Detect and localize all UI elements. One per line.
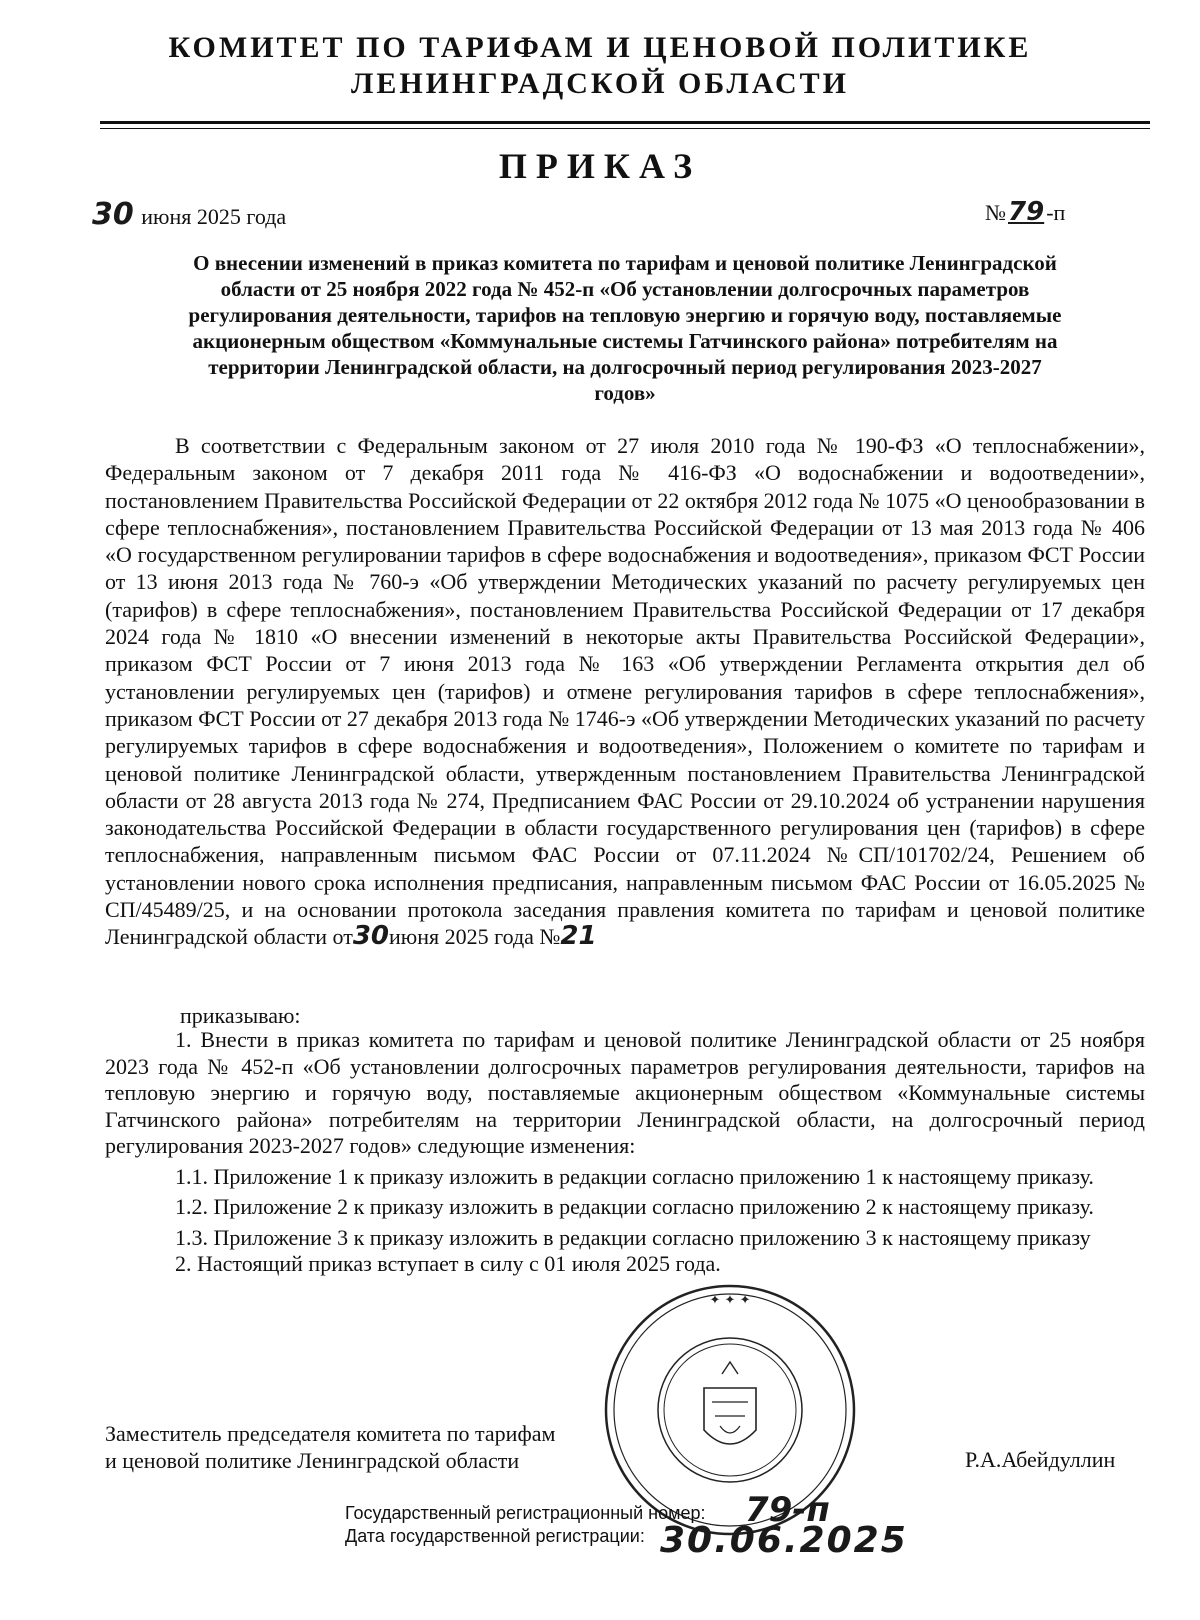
date-rest: июня 2025 года [141, 204, 287, 229]
issuing-authority [0, 30, 1200, 102]
handwritten-registration-date: 30.06.2025 [660, 1520, 908, 1561]
handwritten-day: 30 [92, 197, 134, 232]
header-rule-thin [100, 128, 1150, 129]
registration-number-label: Государственный регистрационный номер: [345, 1503, 706, 1523]
title-line: территории Ленинградской области, на долгосрочный период регулирования 2023-2027 [208, 355, 1042, 379]
order-item: 1. Внести в приказ комитета по тарифам и ценовой политике Ленинградской области от 25 ноября 2023 года № 452-п «Об установлении долгосрочных параметров регулирования деятельности, тарифов на тепловую энергию и горячую воду, поставляемые акционерным обществом «Коммунальные системы Гатчинского района» потребителям на территории Ленинградской области, на долгосрочный период регулирования 2023-2027 годов» следующие изменения: [105, 1027, 1145, 1158]
title-line: регулирования деятельности, тарифов на тепловую энергию и горячую воду, поставляемые [188, 303, 1062, 327]
handwritten-number: 79 [1008, 197, 1045, 227]
handwritten-protocol-number: 21 [560, 921, 597, 952]
registration-date-label: Дата государственной регистрации: [345, 1526, 645, 1546]
order-item: 1.1. Приложение 1 к приказу изложить в редакции согласно приложению 1 к настоящему приказу. [175, 1163, 1094, 1189]
handwritten-protocol-day: 30 [352, 921, 389, 952]
position-line: и ценовой политике Ленинградской области [105, 1448, 520, 1473]
preamble-text: В соответствии с Федеральным законом от 27 июля 2010 года № 190-ФЗ «О теплоснабжении», Федеральным законом от 7 декабря 2011 года № 416-ФЗ «О водоснабжении и водоотведении», постановлением Правительства Российской Федерации от 22 октября 2012 года № 1075 «О ценообразовании в сфере теплоснабжения», постановлением Правительства Российской Федерации от 13 мая 2013 года № 406 «О государственном регулировании тарифов в сфере водоснабжения и водоотведения», приказом ФСТ России от 13 июня 2013 года № 760-э «Об утверждении Методических указаний по расчету регулируемых цен (тарифов) в сфере теплоснабжения», постановлением Правительства Российской Федерации от 17 декабря 2024 года № 1810 «О внесении изменений в некоторые акты Правительства Российской Федерации», приказом ФСТ России от 7 июня 2013 года № 163 «Об утверждении Регламента открытия дел об установлении регулируемых цен (тарифов) и отмене регулирования тарифов в сфере теплоснабжения», приказом ФСТ России от 27 декабря 2013 года № 1746-э «Об утверждении Методических указаний по расчету регулируемых тарифов в сфере водоснабжения и водоотведения», Положением о комитете по тарифам и ценовой политике Ленинградской области, утвержденным постановлением Правительства Ленинградской области от 28 августа 2013 года № 274, Предписанием ФАС России от 29.10.2024 об устранении нарушения законодательства Российской Федерации в области государственного регулирования цен (тарифов) в сфере теплоснабжения, направленным письмом ФАС России от 07.11.2024 №СП/101702/24, Решением об установлении нового срока исполнения предписания, направленным письмом ФАС России от 16.05.2025 № СП/45489/25, и на основании протокола заседания правления комитета по тарифам и ценовой политике Ленинградской области от [105, 433, 1145, 950]
number-suffix: -п [1046, 200, 1066, 225]
handwritten-registration-number: 79-п [745, 1490, 830, 1530]
order-item: 2. Настоящий приказ вступает в силу с 01 июля 2025 года. [175, 1251, 721, 1276]
order-item: 1.2. Приложение 2 к приказу изложить в редакции согласно приложению 2 к настоящему приказу. [175, 1194, 1094, 1219]
title-line: области от 25 ноября 2022 года № 452-п «Об установлении долгосрочных параметров [220, 277, 1030, 301]
svg-text:✦ ✦ ✦: ✦ ✦ ✦ [709, 1293, 751, 1308]
preamble-middle: июня 2025 года № [389, 924, 561, 950]
position-line: Заместитель председателя комитета по тарифам [105, 1421, 556, 1446]
order-number [985, 197, 1065, 227]
order-word: приказываю: [180, 1003, 301, 1028]
order-date [92, 197, 286, 232]
authority-line-2: ЛЕНИНГРАДСКОЙ ОБЛАСТИ [350, 67, 850, 100]
signatory-name: Р.А.Абейдуллин [965, 1447, 1116, 1472]
order-title [105, 250, 1145, 406]
document-type: ПРИКАЗ [498, 146, 702, 186]
title-line: годов» [594, 381, 656, 405]
header-rule-thick [100, 121, 1150, 124]
preamble-paragraph [105, 432, 1145, 951]
number-prefix: № [985, 200, 1006, 225]
order-item: 1.3. Приложение 3 к приказу изложить в редакции согласно приложению 3 к настоящему приказу [175, 1224, 1091, 1250]
title-line: акционерным обществом «Коммунальные системы Гатчинского района» потребителям на [192, 329, 1058, 353]
order-items [105, 1027, 1145, 1278]
title-line: О внесении изменений в приказ комитета по тарифам и ценовой политике Ленинградской [193, 251, 1057, 275]
signatory-position [105, 1420, 555, 1474]
authority-line-1: КОМИТЕТ ПО ТАРИФАМ И ЦЕНОВОЙ ПОЛИТИКЕ [168, 31, 1032, 64]
